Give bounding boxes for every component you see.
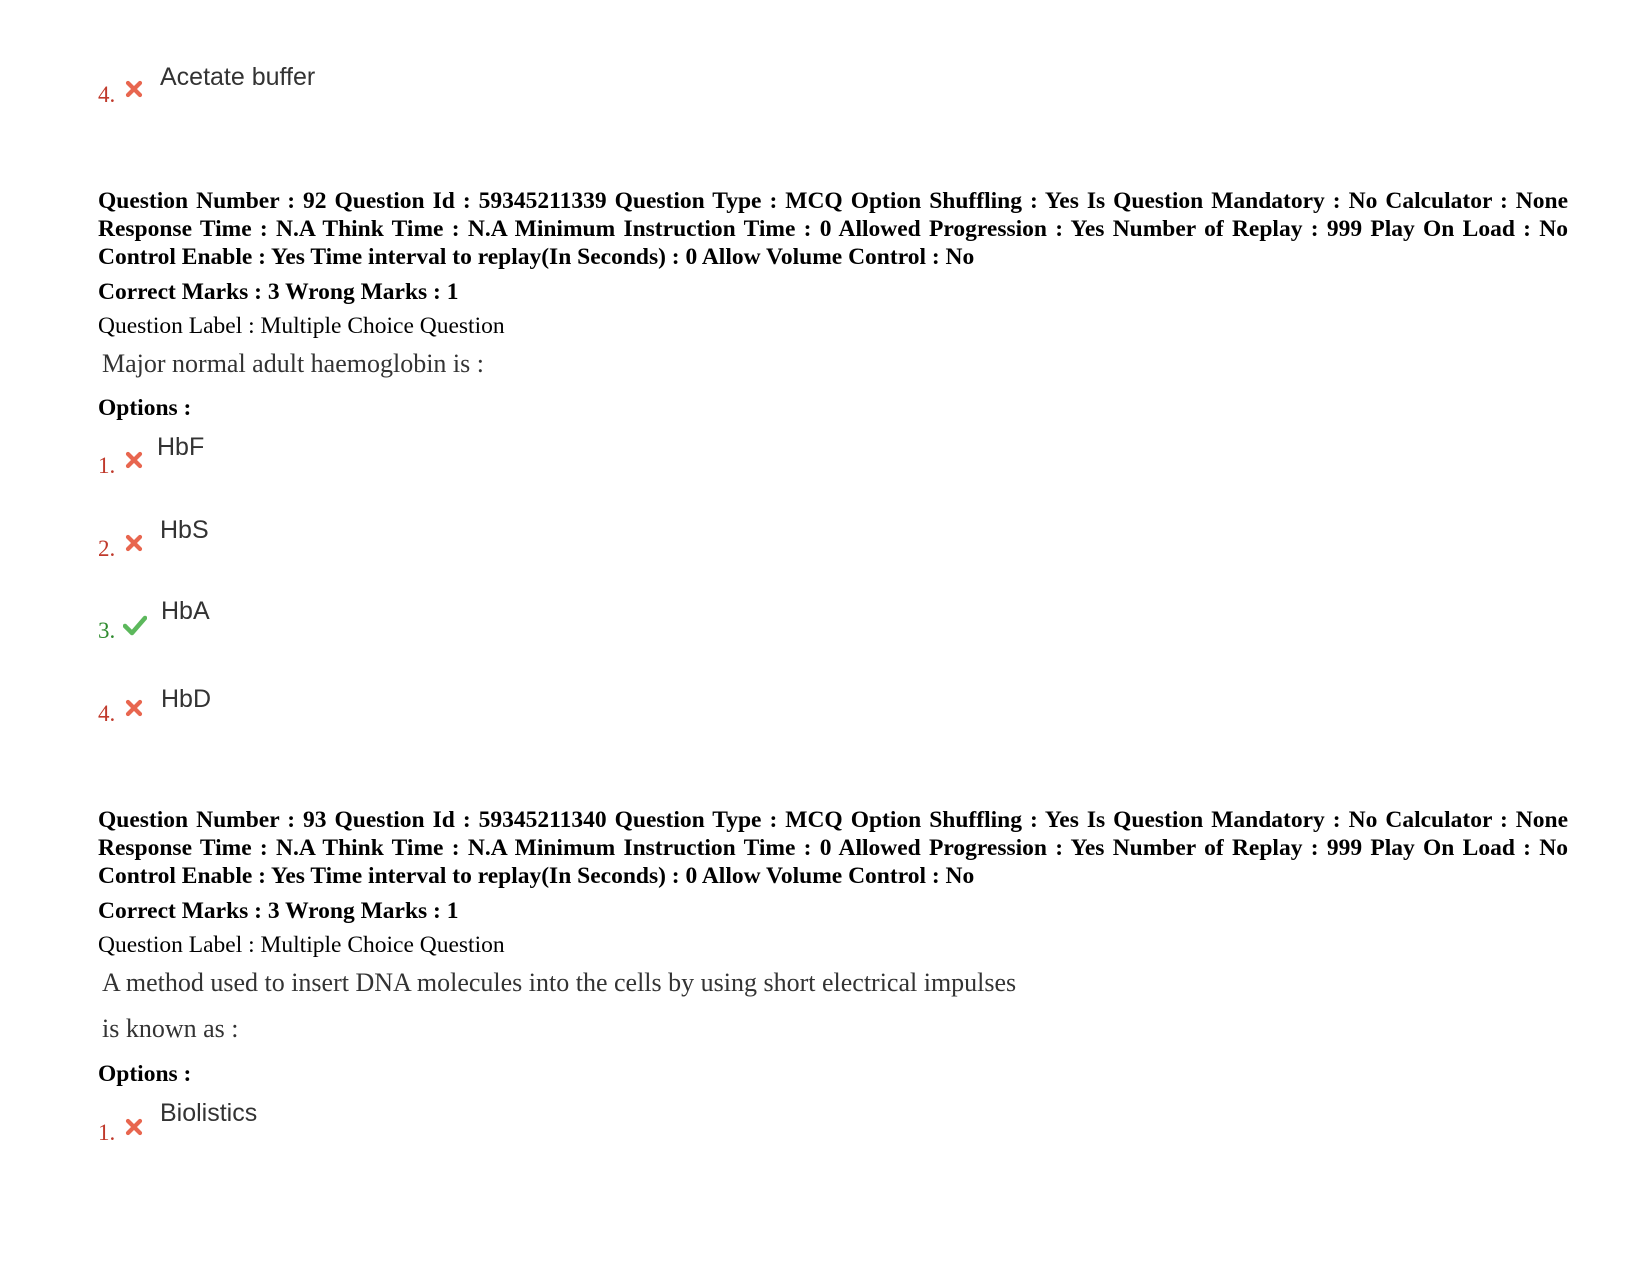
check-icon xyxy=(123,614,147,636)
cross-icon xyxy=(125,699,143,717)
cross-icon xyxy=(125,80,143,98)
options-heading: Options : xyxy=(98,395,192,421)
option-text: HbS xyxy=(160,516,209,544)
option-number: 1. xyxy=(98,1120,116,1145)
question-meta: Question Number : 92 Question Id : 59345211339 Question Type : MCQ Option Shuffling : Yes Is Question Mandatory : No Calculator : None Response Time : N.A Think Time : N.A Minimum Instruction Time : 0 Allowed Progression : Yes Number of Replay : 999 Play On Load : No Control Enable : Yes Time interval to replay(In Seconds) : 0 Allow Volume Control : No xyxy=(98,188,1568,270)
option-text: Acetate buffer xyxy=(160,63,316,91)
option-number: 4. xyxy=(98,82,116,107)
options-heading: Options : xyxy=(98,1061,192,1087)
question-text-line: is known as : xyxy=(102,1014,239,1043)
question-text-line: A method used to insert DNA molecules into the cells by using short electrical impulses xyxy=(102,968,1017,997)
option-number: 3. xyxy=(98,618,116,643)
question-marks: Correct Marks : 3 Wrong Marks : 1 xyxy=(98,898,459,924)
question-label: Question Label : Multiple Choice Question xyxy=(98,932,505,958)
question-marks: Correct Marks : 3 Wrong Marks : 1 xyxy=(98,279,459,305)
option-number: 1. xyxy=(98,453,116,478)
cross-icon xyxy=(125,451,143,469)
option-text: HbF xyxy=(157,433,205,461)
option-text: Biolistics xyxy=(160,1099,258,1127)
option-text: HbD xyxy=(161,685,212,713)
option-number: 4. xyxy=(98,701,116,726)
option-text: HbA xyxy=(161,597,210,625)
cross-icon xyxy=(125,1118,143,1136)
option-number: 2. xyxy=(98,536,116,561)
question-meta: Question Number : 93 Question Id : 59345211340 Question Type : MCQ Option Shuffling : Yes Is Question Mandatory : No Calculator : None Response Time : N.A Think Time : N.A Minimum Instruction Time : 0 Allowed Progression : Yes Number of Replay : 999 Play On Load : No Control Enable : Yes Time interval to replay(In Seconds) : 0 Allow Volume Control : No xyxy=(98,807,1568,889)
cross-icon xyxy=(125,534,143,552)
question-text: Major normal adult haemoglobin is : xyxy=(102,349,484,378)
question-label: Question Label : Multiple Choice Question xyxy=(98,313,505,339)
